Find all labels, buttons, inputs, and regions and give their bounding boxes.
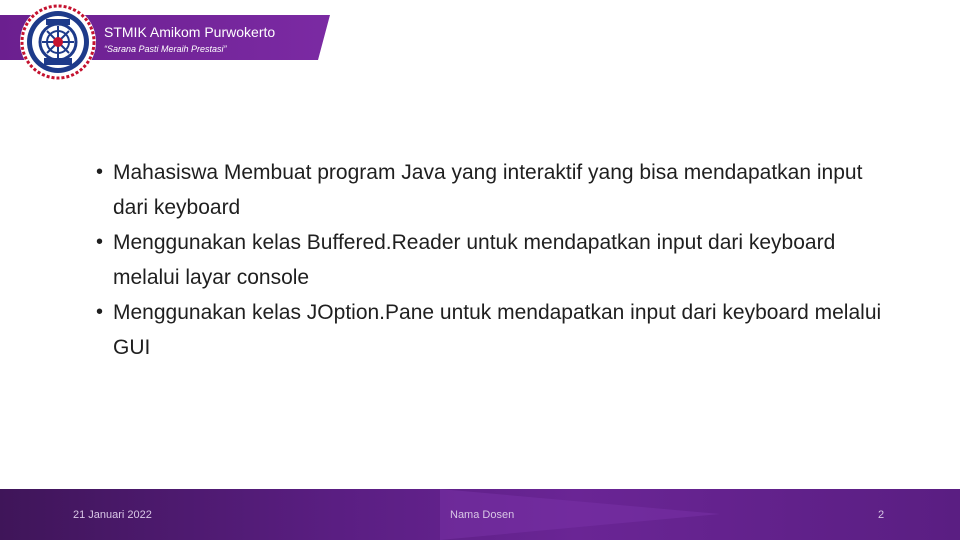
institution-name: STMIK Amikom Purwokerto xyxy=(104,24,276,40)
page-number: 2 xyxy=(878,509,885,521)
slide-header xyxy=(0,0,960,90)
bullet-list xyxy=(96,155,886,365)
bullet-text: Menggunakan kelas JOption.Pane untuk mendapatkan input dari keyboard melalui GUI xyxy=(113,301,882,359)
footer-author: Nama Dosen xyxy=(450,509,515,521)
bullet-item xyxy=(96,225,886,295)
institution-logo-icon xyxy=(18,2,98,82)
bullet-text: Mahasiswa Membuat program Java yang interaktif yang bisa mendapatkan input dari keyboard xyxy=(113,161,863,219)
footer-date: 21 Januari 2022 xyxy=(73,509,152,521)
bullet-icon: • xyxy=(96,301,104,323)
bullet-text: Menggunakan kelas Buffered.Reader untuk mendapatkan input dari keyboard melalui layar console xyxy=(113,231,836,289)
slide-footer xyxy=(0,489,960,540)
bullet-icon: • xyxy=(96,161,104,183)
bullet-item xyxy=(96,295,886,365)
institution-tagline: “Sarana Pasti Meraih Prestasi” xyxy=(104,44,227,54)
bullet-icon: • xyxy=(96,231,104,253)
bullet-item xyxy=(96,155,886,225)
